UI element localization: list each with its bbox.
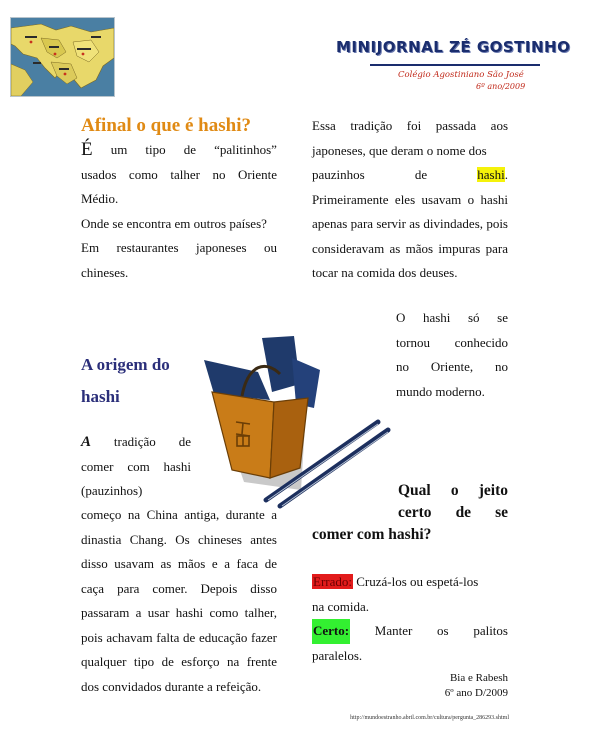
newspaper-title: MINIJORNAL ZÉ GOSTINHO bbox=[336, 38, 571, 56]
heading-origin: A origem do hashi bbox=[81, 355, 170, 406]
section1-first-line: É um tipo de “palitinhos” bbox=[81, 138, 277, 163]
section2-narrow-lines: A tradição de comer com hashi (pauzinhos) bbox=[81, 430, 191, 504]
column2-paragraph: Essa tradição foi passada aos japoneses, que deram o nome dos pauzinhos de hashi. Primeiramente eles usavam o hashi apenas para servir as divindades, pois consideravam as mãos impuras para tocar na comida dos deuses. bbox=[312, 118, 508, 280]
class-info: 6º ano D/2009 bbox=[444, 687, 508, 699]
grade-year: 6º ano/2009 bbox=[476, 82, 526, 91]
section1-body bbox=[81, 138, 277, 285]
masthead-rule bbox=[370, 64, 540, 66]
section1-paragraph-rest: usados como talher no Oriente Médio. bbox=[81, 166, 277, 206]
drop-letter-e: É bbox=[81, 139, 93, 160]
heading-what-is-hashi: Afinal o que é hashi? bbox=[81, 115, 251, 136]
section1-answer: Em restaurantes japoneses ou chineses. bbox=[81, 240, 277, 280]
middle-east-map-illustration bbox=[11, 18, 114, 96]
credits bbox=[380, 671, 508, 701]
wrong-label: Errado: bbox=[313, 574, 352, 589]
authors: Bia e Rabesh bbox=[449, 672, 508, 684]
section1-question: Onde se encontra em outros países? bbox=[81, 215, 267, 231]
column2-aside: O hashi só se tornou conhecido no Oriente, no mundo moderno. bbox=[396, 310, 508, 399]
school-name: Colégio Agostiniano São José bbox=[398, 70, 524, 80]
section2-paragraph: começo na China antiga, durante a dinastia Chang. Os chineses antes disso usavam as mãos e a faca de caça para comer. Depois disso passaram a usar hashi como talher, pois achavam falta de educação fazer qualquer tipo de esforço na frente dos convidados durante a refeição. bbox=[81, 507, 277, 694]
right-label: Certo: bbox=[312, 619, 350, 644]
heading-right-way: Qual o jeito certo de se comer com hashi? bbox=[312, 482, 508, 543]
map-image bbox=[10, 17, 115, 97]
source-url[interactable]: http://mundoestranho.abril.com.br/cultura/pergunta_286293.shtml bbox=[350, 715, 509, 721]
highlighted-word: hashi bbox=[477, 167, 505, 182]
drop-letter-a: A bbox=[81, 434, 92, 450]
section3-body: Errado: Cruzá-los ou espetá-los na comida. Certo: Manter os palitos paralelos. bbox=[312, 574, 508, 663]
